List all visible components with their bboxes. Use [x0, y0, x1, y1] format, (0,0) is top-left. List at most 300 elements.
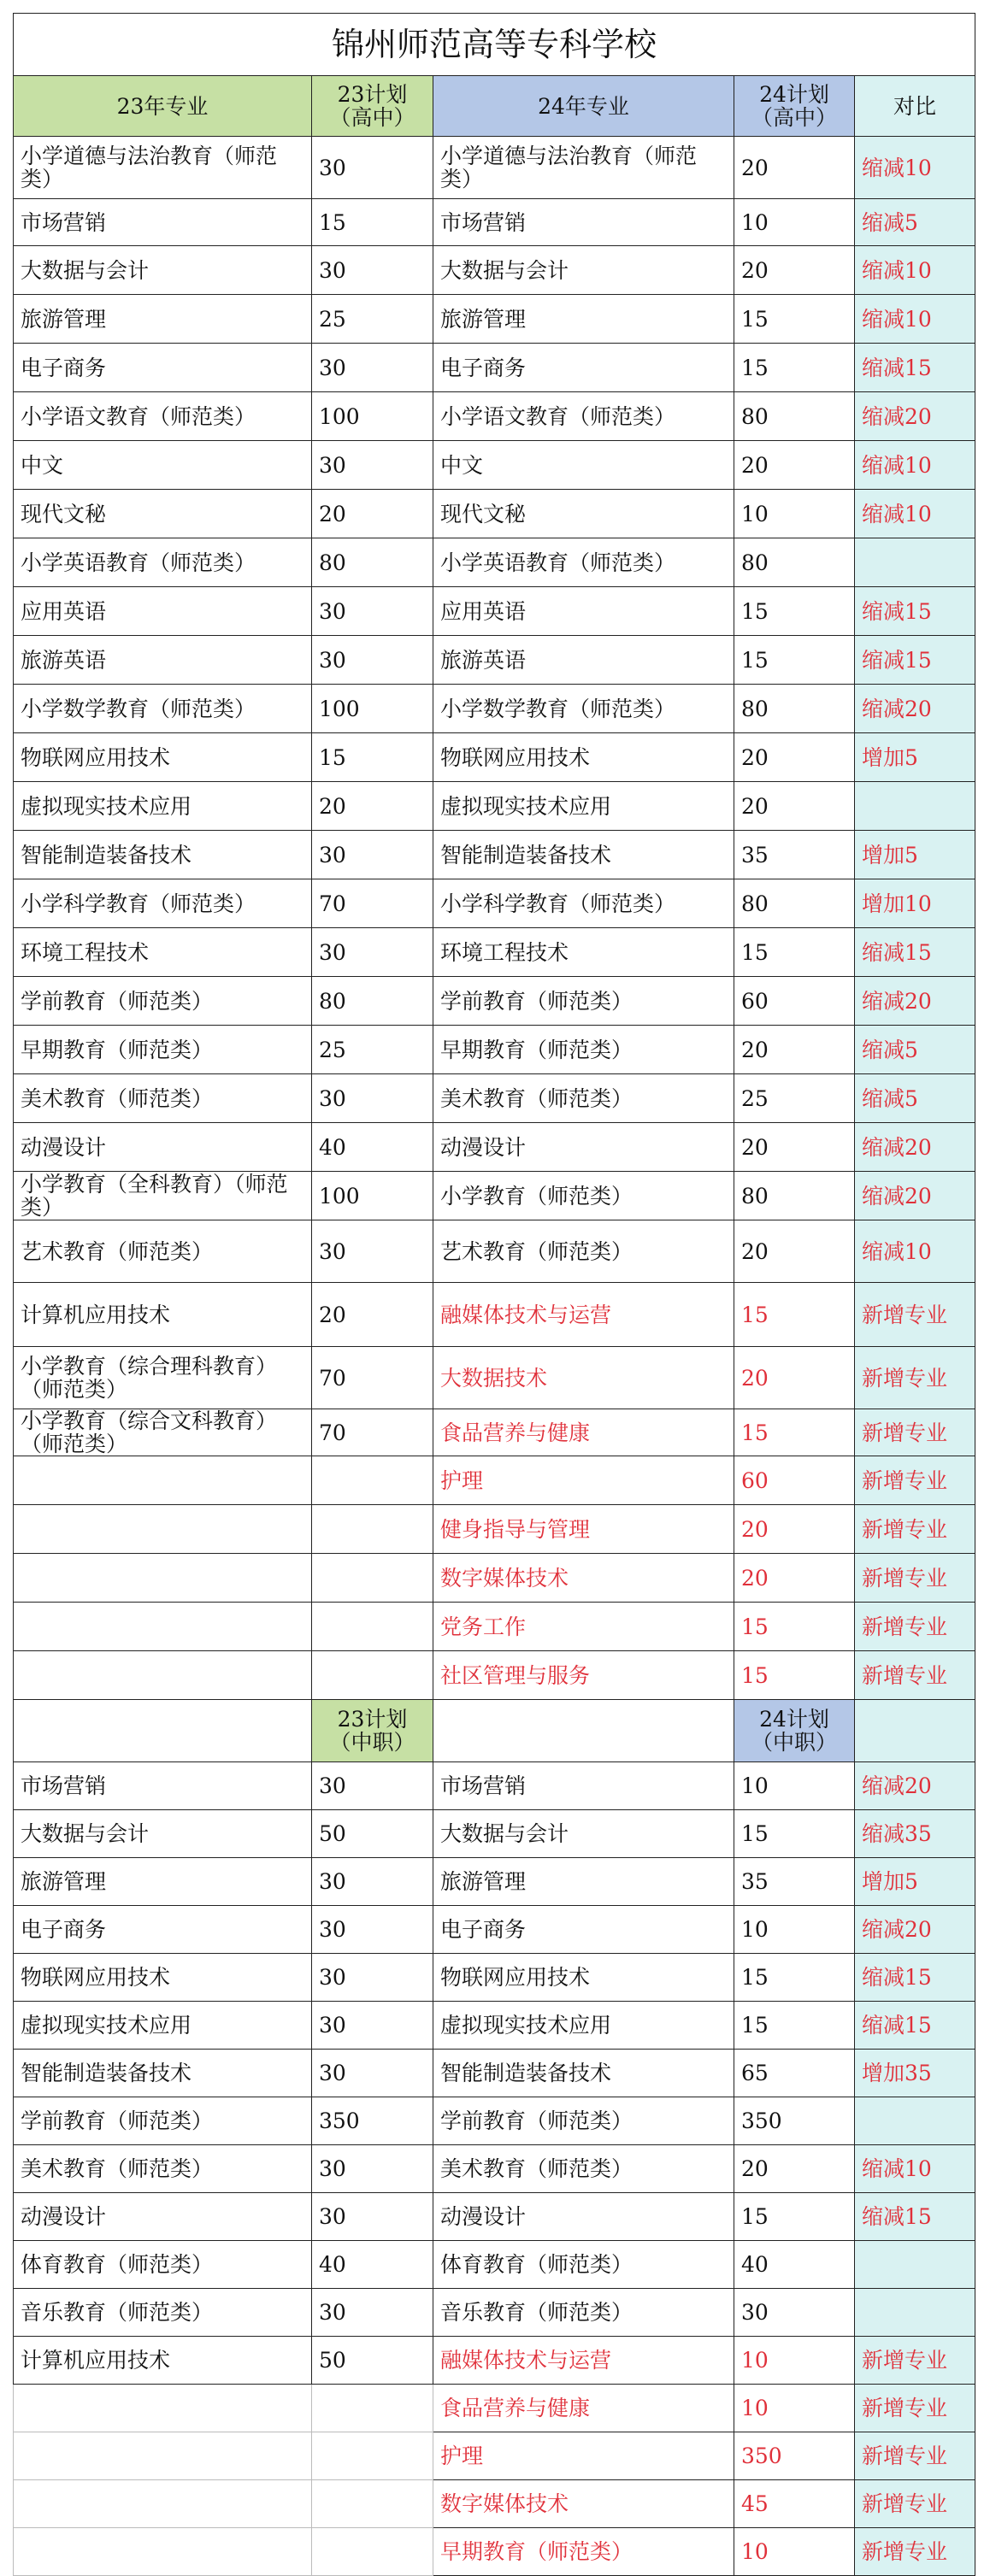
compare-cell: 新增专业 — [855, 2385, 975, 2432]
major-24-cell: 学前教育（师范类） — [433, 2097, 734, 2145]
plan-24-cell: 25 — [734, 1074, 855, 1123]
plan-23-cell: 30 — [312, 928, 433, 977]
table-row — [14, 1283, 975, 1347]
plan-24-cell: 20 — [734, 1505, 855, 1554]
major-23-cell — [14, 1651, 312, 1700]
major-24-cell: 社区管理与服务 — [433, 1651, 734, 1700]
plan-23-cell: 30 — [312, 1954, 433, 2002]
major-23-cell — [14, 1554, 312, 1603]
compare-cell: 缩减20 — [855, 1906, 975, 1954]
plan-23-cell: 70 — [312, 1409, 433, 1456]
plan-23-cell: 30 — [312, 2193, 433, 2241]
plan-table-container — [13, 13, 975, 2576]
plan-24-cell: 45 — [734, 2480, 855, 2528]
table-row — [14, 490, 975, 538]
plan-24-cell: 20 — [734, 246, 855, 295]
plan-24-cell: 15 — [734, 344, 855, 392]
major-24-cell: 旅游管理 — [433, 295, 734, 344]
plan-24-cell: 15 — [734, 1954, 855, 2002]
plan-23-cell: 30 — [312, 2289, 433, 2337]
plan-24-cell: 30 — [734, 2289, 855, 2337]
table-row — [14, 782, 975, 831]
compare-cell: 缩减20 — [855, 1172, 975, 1220]
major-24-cell: 美术教育（师范类） — [433, 2145, 734, 2193]
table-row — [14, 1858, 975, 1906]
table-row — [14, 587, 975, 636]
header-24-major: 24年专业 — [433, 76, 734, 137]
major-24-cell: 党务工作 — [433, 1603, 734, 1651]
plan-24-cell: 15 — [734, 928, 855, 977]
header-mid-blank-1 — [14, 1700, 312, 1762]
major-24-cell: 小学道德与法治教育（师范类） — [433, 137, 734, 199]
major-24-cell: 美术教育（师范类） — [433, 1074, 734, 1123]
major-23-cell: 艺术教育（师范类） — [14, 1220, 312, 1283]
compare-cell: 缩减15 — [855, 928, 975, 977]
plan-23-cell: 30 — [312, 344, 433, 392]
table-row — [14, 2385, 975, 2432]
compare-cell — [855, 782, 975, 831]
plan-24-cell: 65 — [734, 2050, 855, 2097]
plan-24-cell: 350 — [734, 2097, 855, 2145]
major-23-cell: 虚拟现实技术应用 — [14, 782, 312, 831]
table-row — [14, 2480, 975, 2528]
plan-24-cell: 80 — [734, 538, 855, 587]
major-24-cell: 小学语文教育（师范类） — [433, 392, 734, 441]
plan-24-cell: 20 — [734, 1123, 855, 1172]
compare-cell: 缩减20 — [855, 685, 975, 733]
plan-23-cell: 30 — [312, 1762, 433, 1810]
table-row — [14, 538, 975, 587]
compare-cell: 缩减10 — [855, 295, 975, 344]
major-24-cell: 音乐教育（师范类） — [433, 2289, 734, 2337]
compare-cell: 缩减15 — [855, 587, 975, 636]
compare-cell: 缩减10 — [855, 441, 975, 490]
table-row — [14, 2050, 975, 2097]
compare-cell — [855, 2289, 975, 2337]
plan-23-cell: 80 — [312, 977, 433, 1026]
plan-23-cell: 20 — [312, 782, 433, 831]
major-24-cell: 物联网应用技术 — [433, 1954, 734, 2002]
plan-23-cell: 30 — [312, 2002, 433, 2050]
major-23-cell: 大数据与会计 — [14, 1810, 312, 1858]
plan-23-cell: 20 — [312, 1283, 433, 1347]
plan-24-cell: 10 — [734, 2528, 855, 2576]
major-24-cell: 电子商务 — [433, 344, 734, 392]
table-row — [14, 1762, 975, 1810]
major-23-cell: 大数据与会计 — [14, 246, 312, 295]
major-23-cell: 小学教育（全科教育）（师范类） — [14, 1172, 312, 1220]
table-row — [14, 2241, 975, 2289]
compare-cell: 增加10 — [855, 879, 975, 928]
header-23-plan-vocational: 23计划 （中职） — [312, 1700, 433, 1762]
compare-cell: 增加5 — [855, 1858, 975, 1906]
table-row — [14, 2002, 975, 2050]
major-24-cell: 大数据与会计 — [433, 1810, 734, 1858]
compare-cell: 新增专业 — [855, 2528, 975, 2576]
compare-cell: 新增专业 — [855, 1456, 975, 1505]
table-row — [14, 1505, 975, 1554]
major-23-cell: 旅游管理 — [14, 295, 312, 344]
plan-24-cell: 60 — [734, 977, 855, 1026]
table-row — [14, 831, 975, 879]
plan-23-cell: 50 — [312, 1810, 433, 1858]
major-23-cell: 小学教育（综合理科教育）（师范类） — [14, 1347, 312, 1409]
major-24-cell: 小学科学教育（师范类） — [433, 879, 734, 928]
major-24-cell: 环境工程技术 — [433, 928, 734, 977]
major-23-cell: 现代文秘 — [14, 490, 312, 538]
plan-24-cell: 10 — [734, 2385, 855, 2432]
compare-cell: 新增专业 — [855, 1347, 975, 1409]
major-24-cell: 融媒体技术与运营 — [433, 1283, 734, 1347]
plan-23-cell — [312, 2385, 433, 2432]
table-row — [14, 137, 975, 199]
plan-24-cell: 80 — [734, 1172, 855, 1220]
major-24-cell: 虚拟现实技术应用 — [433, 2002, 734, 2050]
major-23-cell: 旅游管理 — [14, 1858, 312, 1906]
major-24-cell: 市场营销 — [433, 1762, 734, 1810]
plan-24-cell: 20 — [734, 1347, 855, 1409]
major-23-cell: 虚拟现实技术应用 — [14, 2002, 312, 2050]
major-23-cell — [14, 2528, 312, 2576]
table-row — [14, 1123, 975, 1172]
plan-23-cell — [312, 2432, 433, 2480]
major-23-cell — [14, 1505, 312, 1554]
plan-24-cell: 20 — [734, 782, 855, 831]
compare-cell: 增加35 — [855, 2050, 975, 2097]
major-23-cell: 小学语文教育（师范类） — [14, 392, 312, 441]
plan-23-cell: 15 — [312, 733, 433, 782]
major-23-cell: 中文 — [14, 441, 312, 490]
plan-24-cell: 60 — [734, 1456, 855, 1505]
table-row — [14, 2193, 975, 2241]
table-row — [14, 295, 975, 344]
major-24-cell: 旅游管理 — [433, 1858, 734, 1906]
plan-24-cell: 10 — [734, 199, 855, 246]
major-24-cell: 旅游英语 — [433, 636, 734, 685]
compare-cell: 缩减35 — [855, 1810, 975, 1858]
plan-24-cell: 80 — [734, 879, 855, 928]
plan-24-cell: 15 — [734, 2193, 855, 2241]
plan-23-cell: 30 — [312, 1906, 433, 1954]
major-23-cell: 小学教育（综合文科教育）（师范类） — [14, 1409, 312, 1456]
plan-23-cell — [312, 1554, 433, 1603]
plan-23-cell: 70 — [312, 879, 433, 928]
plan-23-cell: 100 — [312, 1172, 433, 1220]
major-24-cell: 动漫设计 — [433, 2193, 734, 2241]
table-row — [14, 1906, 975, 1954]
major-24-cell: 虚拟现实技术应用 — [433, 782, 734, 831]
table-row — [14, 733, 975, 782]
major-23-cell — [14, 1456, 312, 1505]
major-24-cell: 食品营养与健康 — [433, 2385, 734, 2432]
table-row — [14, 879, 975, 928]
major-23-cell: 动漫设计 — [14, 1123, 312, 1172]
plan-24-cell: 15 — [734, 636, 855, 685]
major-23-cell: 小学科学教育（师范类） — [14, 879, 312, 928]
major-24-cell: 动漫设计 — [433, 1123, 734, 1172]
major-23-cell: 小学道德与法治教育（师范类） — [14, 137, 312, 199]
plan-23-cell: 15 — [312, 199, 433, 246]
compare-cell: 缩减10 — [855, 1220, 975, 1283]
major-23-cell: 市场营销 — [14, 1762, 312, 1810]
plan-23-cell: 30 — [312, 137, 433, 199]
section-header-vocational — [14, 1700, 975, 1762]
plan-23-cell: 30 — [312, 1220, 433, 1283]
compare-cell: 新增专业 — [855, 1505, 975, 1554]
plan-24-cell: 15 — [734, 295, 855, 344]
plan-23-cell: 30 — [312, 831, 433, 879]
plan-24-cell: 15 — [734, 1651, 855, 1700]
table-row — [14, 977, 975, 1026]
compare-cell: 缩减20 — [855, 977, 975, 1026]
compare-cell: 缩减20 — [855, 1123, 975, 1172]
plan-24-cell: 15 — [734, 1409, 855, 1456]
plan-24-cell: 15 — [734, 1283, 855, 1347]
compare-cell: 缩减15 — [855, 1954, 975, 2002]
table-row — [14, 2337, 975, 2385]
major-24-cell: 学前教育（师范类） — [433, 977, 734, 1026]
table-row — [14, 1220, 975, 1283]
compare-cell: 缩减10 — [855, 246, 975, 295]
table-title: 锦州师范高等专科学校 — [14, 14, 975, 76]
major-24-cell: 护理 — [433, 1456, 734, 1505]
major-23-cell: 市场营销 — [14, 199, 312, 246]
plan-24-cell: 20 — [734, 441, 855, 490]
table-row — [14, 685, 975, 733]
table-row — [14, 1603, 975, 1651]
compare-cell: 新增专业 — [855, 1283, 975, 1347]
plan-24-cell: 20 — [734, 1220, 855, 1283]
table-row — [14, 1554, 975, 1603]
major-24-cell: 食品营养与健康 — [433, 1409, 734, 1456]
compare-cell: 缩减15 — [855, 2002, 975, 2050]
plan-24-cell: 20 — [734, 1554, 855, 1603]
major-23-cell: 美术教育（师范类） — [14, 1074, 312, 1123]
table-row — [14, 2528, 975, 2576]
major-23-cell: 小学数学教育（师范类） — [14, 685, 312, 733]
plan-24-cell: 350 — [734, 2432, 855, 2480]
table-row — [14, 1347, 975, 1409]
major-24-cell: 现代文秘 — [433, 490, 734, 538]
plan-23-cell: 30 — [312, 1858, 433, 1906]
plan-table — [13, 13, 975, 2576]
major-24-cell: 早期教育（师范类） — [433, 1026, 734, 1074]
plan-24-cell: 15 — [734, 1810, 855, 1858]
compare-cell: 缩减20 — [855, 1762, 975, 1810]
plan-23-cell — [312, 2528, 433, 2576]
plan-23-cell — [312, 1603, 433, 1651]
table-row — [14, 928, 975, 977]
major-23-cell: 智能制造装备技术 — [14, 2050, 312, 2097]
plan-23-cell: 30 — [312, 441, 433, 490]
compare-cell: 新增专业 — [855, 2480, 975, 2528]
compare-cell: 缩减15 — [855, 2193, 975, 2241]
compare-cell: 缩减20 — [855, 392, 975, 441]
compare-cell: 缩减5 — [855, 1026, 975, 1074]
plan-24-cell: 35 — [734, 1858, 855, 1906]
major-23-cell: 电子商务 — [14, 1906, 312, 1954]
table-row — [14, 246, 975, 295]
major-24-cell: 数字媒体技术 — [433, 2480, 734, 2528]
major-23-cell: 物联网应用技术 — [14, 733, 312, 782]
compare-cell: 缩减10 — [855, 2145, 975, 2193]
table-row — [14, 1954, 975, 2002]
major-24-cell: 小学数学教育（师范类） — [433, 685, 734, 733]
major-23-cell: 智能制造装备技术 — [14, 831, 312, 879]
plan-24-cell: 15 — [734, 2002, 855, 2050]
plan-23-cell: 70 — [312, 1347, 433, 1409]
compare-cell: 新增专业 — [855, 1554, 975, 1603]
plan-23-cell — [312, 1456, 433, 1505]
plan-23-cell: 25 — [312, 1026, 433, 1074]
table-row — [14, 1026, 975, 1074]
plan-23-cell: 350 — [312, 2097, 433, 2145]
major-24-cell: 电子商务 — [433, 1906, 734, 1954]
major-23-cell — [14, 2385, 312, 2432]
table-row — [14, 2432, 975, 2480]
table-row — [14, 636, 975, 685]
plan-24-cell: 10 — [734, 2337, 855, 2385]
plan-23-cell: 25 — [312, 295, 433, 344]
compare-cell: 缩减10 — [855, 137, 975, 199]
major-23-cell: 旅游英语 — [14, 636, 312, 685]
compare-cell: 新增专业 — [855, 2337, 975, 2385]
table-row — [14, 1074, 975, 1123]
table-row — [14, 199, 975, 246]
major-24-cell: 早期教育（师范类） — [433, 2528, 734, 2576]
major-24-cell: 中文 — [433, 441, 734, 490]
major-24-cell: 小学英语教育（师范类） — [433, 538, 734, 587]
plan-24-cell: 10 — [734, 490, 855, 538]
major-23-cell: 体育教育（师范类） — [14, 2241, 312, 2289]
compare-cell: 缩减5 — [855, 1074, 975, 1123]
plan-23-cell: 100 — [312, 392, 433, 441]
header-24-plan-vocational: 24计划 （中职） — [734, 1700, 855, 1762]
plan-23-cell — [312, 1651, 433, 1700]
header-compare: 对比 — [855, 76, 975, 137]
major-23-cell: 环境工程技术 — [14, 928, 312, 977]
plan-23-cell: 40 — [312, 2241, 433, 2289]
plan-23-cell: 50 — [312, 2337, 433, 2385]
major-23-cell: 动漫设计 — [14, 2193, 312, 2241]
table-row — [14, 2145, 975, 2193]
plan-24-cell: 80 — [734, 685, 855, 733]
major-24-cell: 数字媒体技术 — [433, 1554, 734, 1603]
table-row — [14, 441, 975, 490]
major-23-cell: 学前教育（师范类） — [14, 2097, 312, 2145]
compare-cell: 新增专业 — [855, 1603, 975, 1651]
major-24-cell: 智能制造装备技术 — [433, 2050, 734, 2097]
compare-cell: 新增专业 — [855, 1651, 975, 1700]
table-row — [14, 1172, 975, 1220]
plan-24-cell: 40 — [734, 2241, 855, 2289]
table-row — [14, 1651, 975, 1700]
plan-23-cell — [312, 2480, 433, 2528]
major-24-cell: 护理 — [433, 2432, 734, 2480]
plan-24-cell: 80 — [734, 392, 855, 441]
plan-24-cell: 20 — [734, 137, 855, 199]
table-row — [14, 1810, 975, 1858]
major-24-cell: 大数据与会计 — [433, 246, 734, 295]
plan-23-cell: 30 — [312, 2145, 433, 2193]
compare-cell: 缩减15 — [855, 344, 975, 392]
table-row — [14, 2289, 975, 2337]
major-23-cell: 早期教育（师范类） — [14, 1026, 312, 1074]
header-mid-blank-3 — [433, 1700, 734, 1762]
major-24-cell: 小学教育（师范类） — [433, 1172, 734, 1220]
major-24-cell: 健身指导与管理 — [433, 1505, 734, 1554]
plan-23-cell: 30 — [312, 587, 433, 636]
major-24-cell: 物联网应用技术 — [433, 733, 734, 782]
major-24-cell: 应用英语 — [433, 587, 734, 636]
plan-23-cell: 30 — [312, 2050, 433, 2097]
plan-24-cell: 20 — [734, 733, 855, 782]
major-23-cell — [14, 2480, 312, 2528]
plan-23-cell: 20 — [312, 490, 433, 538]
plan-24-cell: 20 — [734, 1026, 855, 1074]
compare-cell: 增加5 — [855, 831, 975, 879]
plan-23-cell: 40 — [312, 1123, 433, 1172]
table-row — [14, 392, 975, 441]
compare-cell: 增加5 — [855, 733, 975, 782]
major-24-cell: 艺术教育（师范类） — [433, 1220, 734, 1283]
plan-23-cell: 100 — [312, 685, 433, 733]
compare-cell — [855, 2097, 975, 2145]
header-mid-blank-5 — [855, 1700, 975, 1762]
plan-24-cell: 35 — [734, 831, 855, 879]
header-23-major: 23年专业 — [14, 76, 312, 137]
plan-24-cell: 15 — [734, 587, 855, 636]
plan-24-cell: 20 — [734, 2145, 855, 2193]
compare-cell — [855, 2241, 975, 2289]
plan-23-cell: 30 — [312, 246, 433, 295]
header-24-plan-highschool: 24计划 （高中） — [734, 76, 855, 137]
major-23-cell: 应用英语 — [14, 587, 312, 636]
plan-23-cell: 30 — [312, 636, 433, 685]
major-23-cell: 电子商务 — [14, 344, 312, 392]
compare-cell — [855, 538, 975, 587]
major-23-cell: 物联网应用技术 — [14, 1954, 312, 2002]
major-23-cell — [14, 1603, 312, 1651]
plan-23-cell — [312, 1505, 433, 1554]
major-23-cell: 美术教育（师范类） — [14, 2145, 312, 2193]
compare-cell: 缩减10 — [855, 490, 975, 538]
compare-cell: 缩减5 — [855, 199, 975, 246]
plan-24-cell: 15 — [734, 1603, 855, 1651]
major-23-cell: 学前教育（师范类） — [14, 977, 312, 1026]
major-24-cell: 大数据技术 — [433, 1347, 734, 1409]
plan-24-cell: 10 — [734, 1762, 855, 1810]
major-24-cell: 融媒体技术与运营 — [433, 2337, 734, 2385]
major-23-cell: 小学英语教育（师范类） — [14, 538, 312, 587]
plan-23-cell: 80 — [312, 538, 433, 587]
table-row — [14, 1456, 975, 1505]
table-row — [14, 2097, 975, 2145]
plan-23-cell: 30 — [312, 1074, 433, 1123]
compare-cell: 新增专业 — [855, 2432, 975, 2480]
compare-cell: 新增专业 — [855, 1409, 975, 1456]
major-24-cell: 智能制造装备技术 — [433, 831, 734, 879]
major-23-cell: 计算机应用技术 — [14, 1283, 312, 1347]
header-23-plan-highschool: 23计划 （高中） — [312, 76, 433, 137]
major-24-cell: 市场营销 — [433, 199, 734, 246]
plan-24-cell: 10 — [734, 1906, 855, 1954]
major-23-cell — [14, 2432, 312, 2480]
major-23-cell: 音乐教育（师范类） — [14, 2289, 312, 2337]
compare-cell: 缩减15 — [855, 636, 975, 685]
major-23-cell: 计算机应用技术 — [14, 2337, 312, 2385]
table-row — [14, 344, 975, 392]
